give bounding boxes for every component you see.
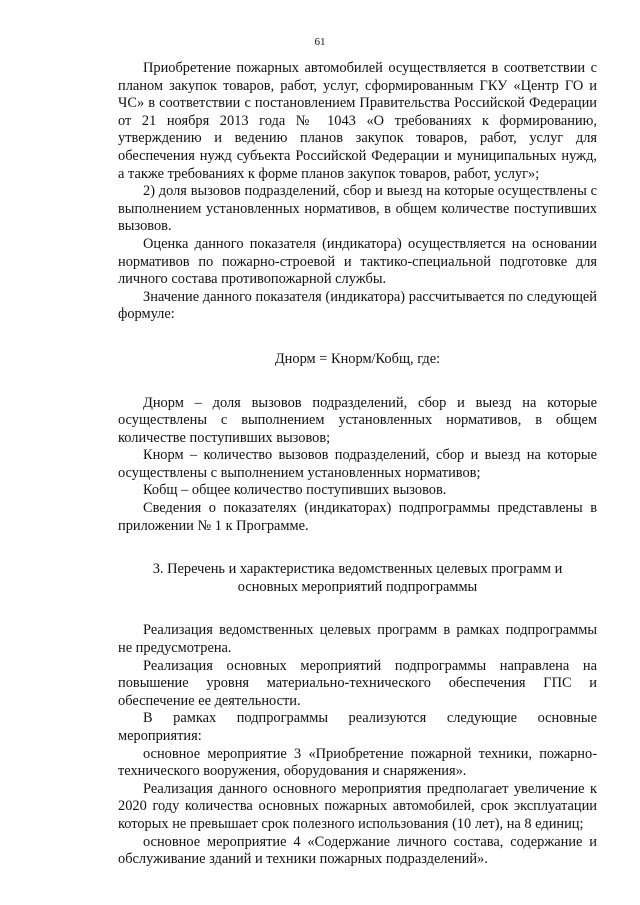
paragraph-main-activities-purpose: Реализация основных мероприятий подпрограммы направлена на повышение уровня материально-технического обеспечения ГПС и обеспечение ее деятельности.	[118, 657, 597, 709]
paragraph-main-activity-4: основное мероприятие 4 «Содержание личного состава, содержание и обслуживание зданий и техники пожарных подразделений».	[118, 833, 597, 868]
paragraph-kobsch-definition: Кобщ – общее количество поступивших вызовов.	[143, 482, 447, 499]
formula: Днорм = Кнорм/Кобщ, где:	[274, 350, 441, 367]
paragraph-main-activity-3: основное мероприятие 3 «Приобретение пожарной техники, пожарно-технического вооружения, оборудования и снаряжения».	[118, 745, 597, 780]
paragraph-knorm-definition: Кнорм – количество вызовов подразделений, сбор и выезд на которые осуществлены с выполнением установленных нормативов;	[118, 447, 597, 481]
document-body	[118, 60, 597, 869]
section-heading-line-1: 3. Перечень и характеристика ведомственных целевых программ и	[152, 561, 563, 578]
paragraph-formula-intro: Значение данного показателя (индикатора) рассчитывается по следующей формуле:	[118, 288, 597, 323]
section-heading	[118, 561, 597, 596]
paragraph-dnorm-definition: Днорм – доля вызовов подразделений, сбор и выезд на которые осуществлены с выполнением установленных нормативов, в общем количестве поступивших вызовов;	[118, 394, 597, 446]
paragraph-indicator-calls-share: 2) доля вызовов подразделений, сбор и выезд на которые осуществлены с выполнением установленных нормативов, в общем количестве поступивших вызовов.	[118, 183, 597, 235]
section-heading-line-2: основных мероприятий подпрограммы	[237, 578, 478, 595]
paragraph-indicators-appendix: Сведения о показателях (индикаторах) подпрограммы представлены в приложении № 1 к Программе.	[118, 500, 597, 534]
paragraph-indicator-evaluation: Оценка данного показателя (индикатора) осуществляется на основании нормативов по пожарно-строевой и тактико-специальной подготовке для личного состава противопожарной службы.	[118, 235, 597, 288]
paragraph-departmental-programs: Реализация ведомственных целевых программ в рамках подпрограммы не предусмотрена.	[118, 622, 597, 657]
page-number: 61	[314, 36, 326, 48]
paragraph-fire-truck-procurement: Приобретение пожарных автомобилей осуществляется в соответствии с планом закупок товаров, работ, услуг, сформированным ГКУ «Центр ГО и ЧС» в соответствии с постановлением Правительства Российской Федерации от 21 ноября 2013 года № 1043 «О требованиях к формированию, утверждению и ведению планов закупок товаров, работ, услуг для обеспечения нужд субъекта Российской Федерации и муниципальных нужд, а также требованиях к форме планов закупок товаров, работ, услуг»;	[118, 60, 597, 182]
paragraph-main-activities-intro: В рамках подпрограммы реализуются следующие основные мероприятия:	[118, 710, 597, 744]
paragraph-main-activity-3-result: Реализация данного основного мероприятия предполагает увеличение к 2020 году количества основных пожарных автомобилей, срок эксплуатации которых не превышает срок полезного использования (10 лет), на 8 единиц;	[118, 780, 597, 832]
